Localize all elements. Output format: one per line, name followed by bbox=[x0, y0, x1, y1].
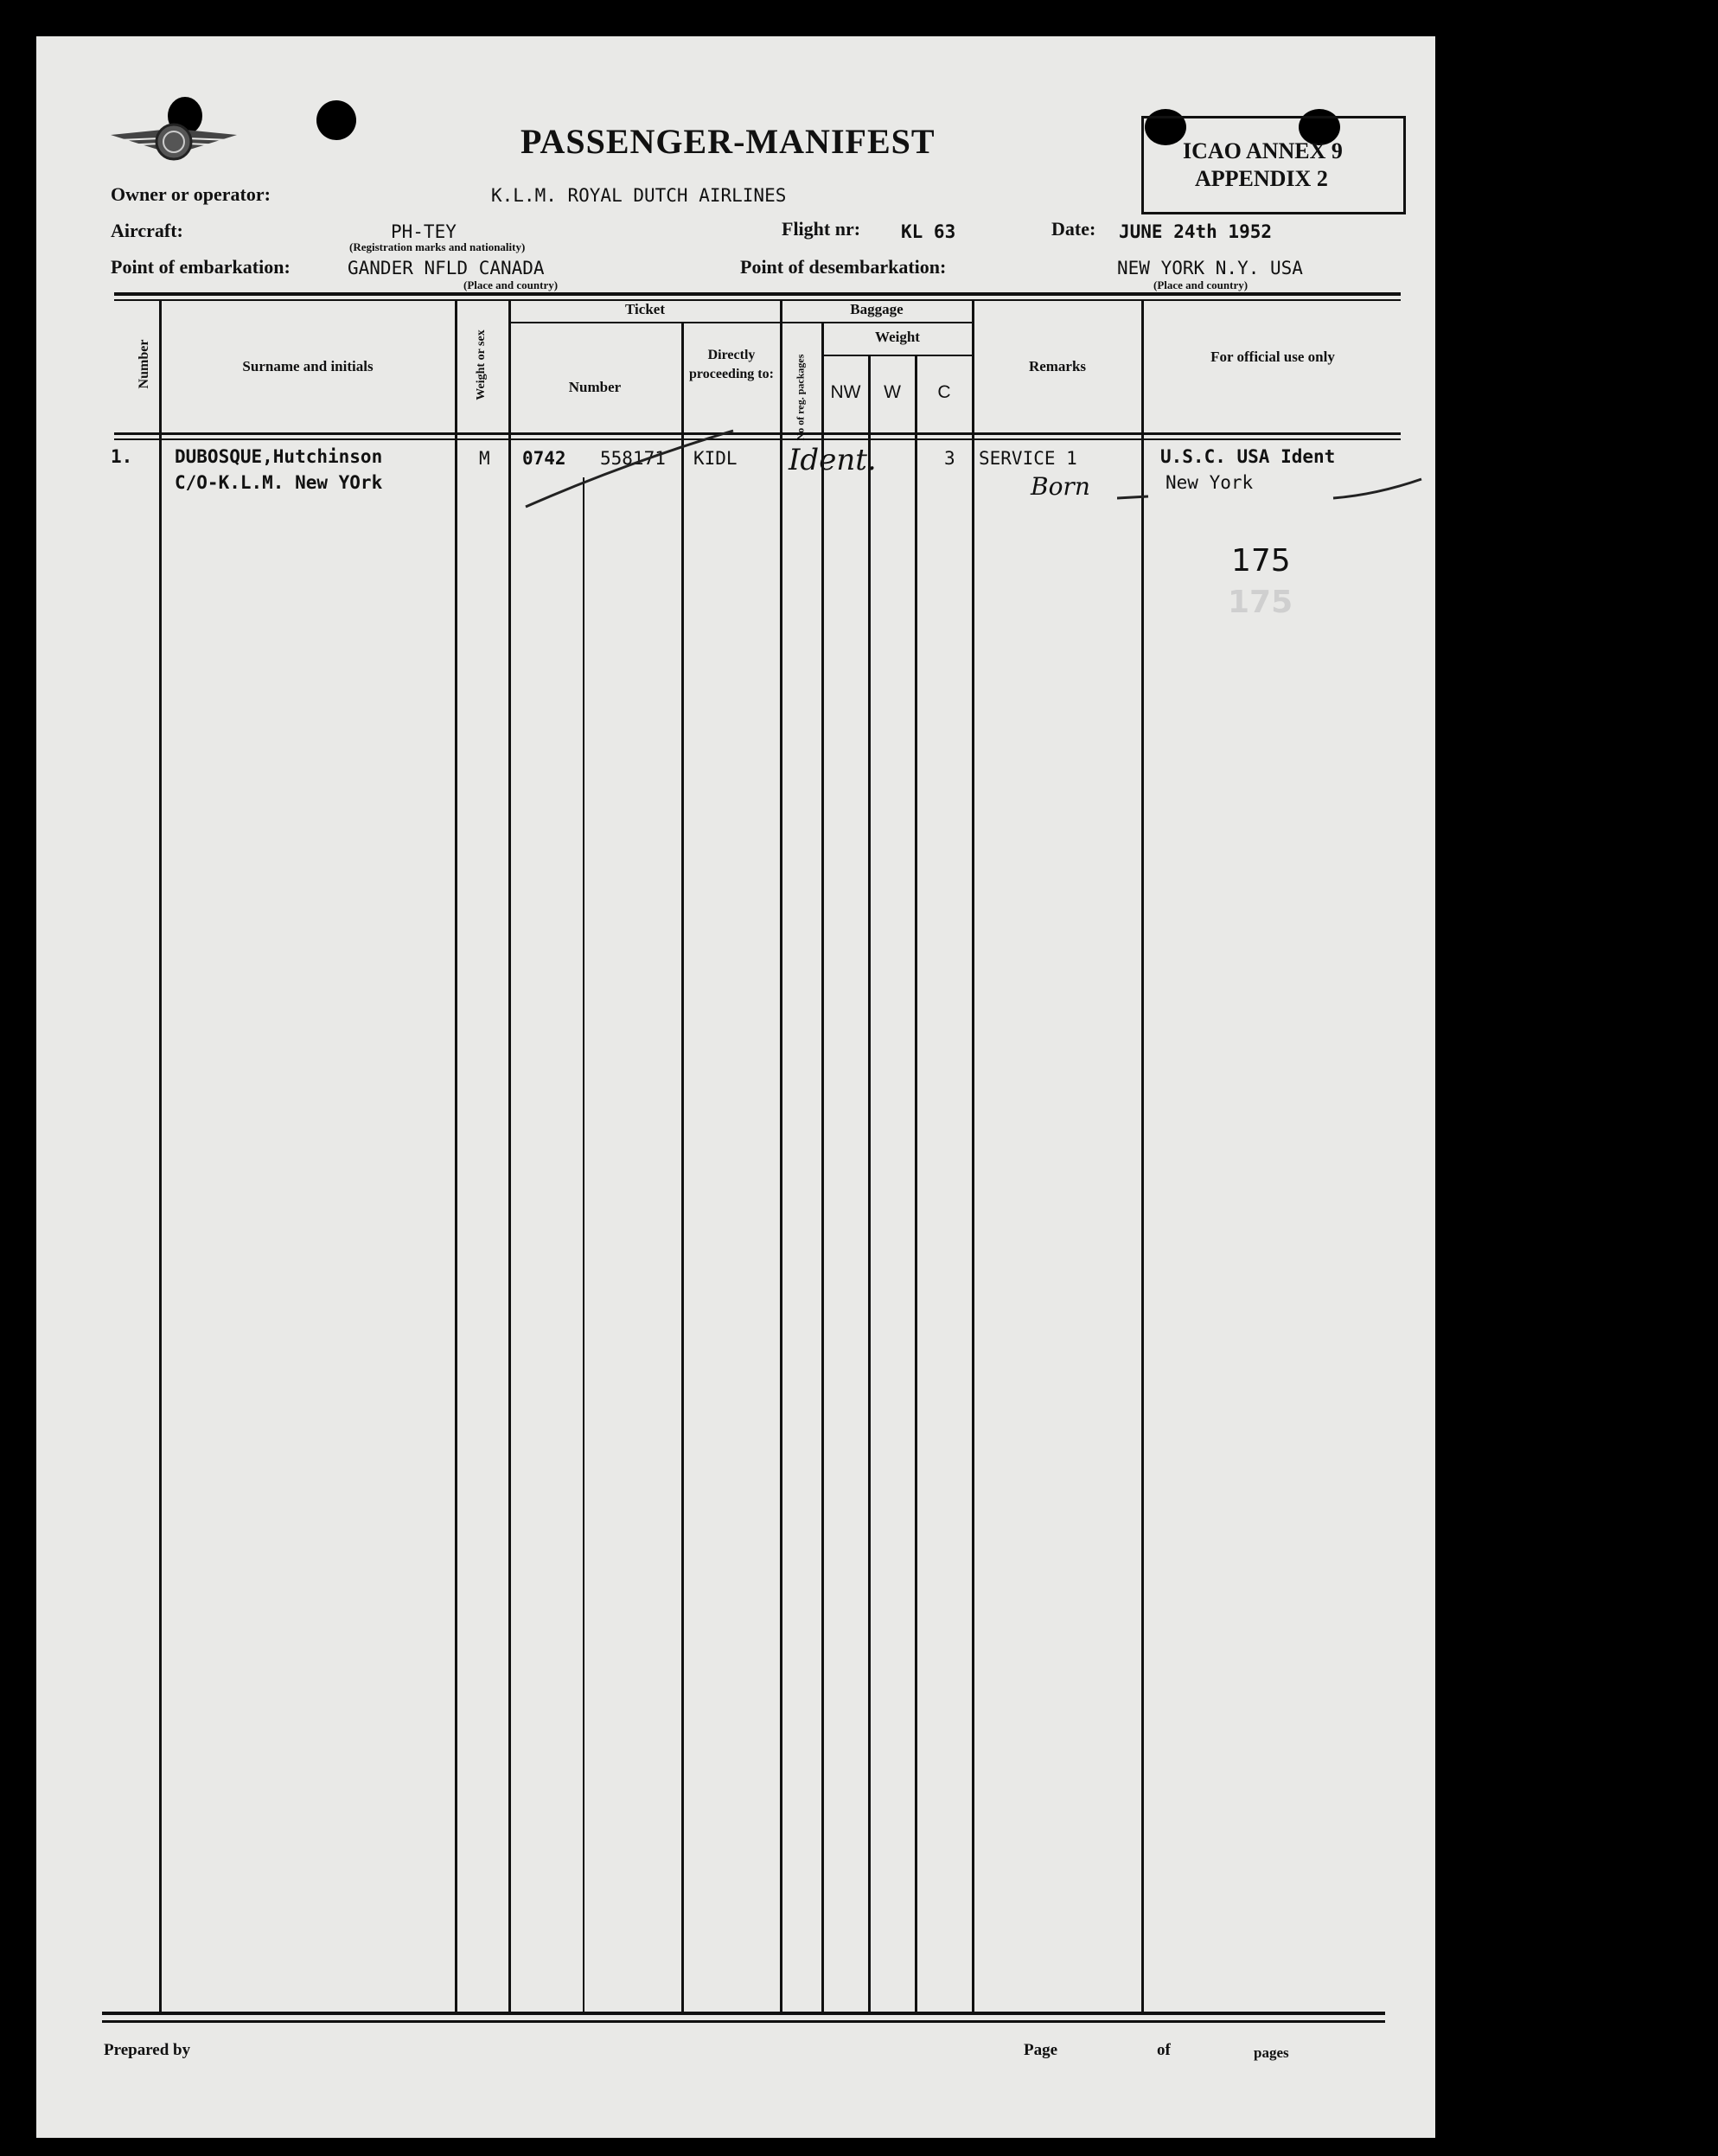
prepared-by-label: Prepared by bbox=[104, 2041, 191, 2059]
icao-line1: ICAO ANNEX 9 bbox=[1183, 138, 1343, 163]
col-nw: NW bbox=[830, 382, 861, 402]
stamp-number-faint: 175 bbox=[1228, 585, 1293, 620]
col-directly: Directly proceeding to: bbox=[689, 348, 774, 381]
col-official: For official use only bbox=[1210, 349, 1335, 365]
table-bottom-rule bbox=[102, 2012, 1385, 2015]
column-divider bbox=[972, 299, 974, 2012]
column-divider bbox=[1141, 299, 1144, 2012]
row-sex: M bbox=[479, 448, 490, 469]
col-remarks: Remarks bbox=[1028, 358, 1087, 374]
row-remarks-handwritten: Born bbox=[1031, 472, 1090, 501]
ticket-rule bbox=[508, 322, 780, 323]
col-surname: Surname and initials bbox=[242, 358, 374, 374]
column-divider bbox=[159, 299, 162, 2012]
col-weight: Weight bbox=[875, 329, 920, 345]
weight-rule bbox=[821, 355, 972, 356]
col-ticket-number: Number bbox=[568, 379, 622, 395]
table-header-rule bbox=[114, 432, 1401, 435]
owner-label: Owner or operator: bbox=[111, 183, 271, 205]
col-c: C bbox=[937, 382, 951, 402]
date-label: Date: bbox=[1051, 218, 1096, 240]
embark-value: GANDER NFLD CANADA bbox=[348, 258, 545, 278]
flight-label: Flight nr: bbox=[782, 218, 861, 240]
aircraft-sub: (Registration marks and nationality) bbox=[349, 240, 526, 253]
disembark-sub: (Place and country) bbox=[1153, 278, 1249, 291]
page-label: Page bbox=[1024, 2041, 1058, 2059]
flight-value: KL 63 bbox=[901, 221, 956, 242]
column-divider bbox=[455, 299, 457, 2012]
table-top-rule bbox=[114, 292, 1401, 296]
col-weight-sex: Weight or sex bbox=[475, 329, 488, 400]
column-divider bbox=[868, 355, 871, 2012]
col-ticket: Ticket bbox=[625, 301, 665, 317]
row-ticket-a: 0742 bbox=[522, 448, 566, 469]
column-divider bbox=[681, 322, 684, 2012]
row-remarks: SERVICE 1 bbox=[979, 448, 1077, 469]
disembark-label: Point of desembarkation: bbox=[740, 256, 947, 278]
row-proceeding: KIDL bbox=[693, 448, 738, 469]
handwritten-stroke bbox=[521, 424, 745, 519]
date-value: JUNE 24th 1952 bbox=[1119, 221, 1273, 242]
row-handwritten-ident: Ident. bbox=[789, 443, 877, 477]
of-label: of bbox=[1157, 2041, 1171, 2059]
embark-label: Point of embarkation: bbox=[111, 256, 291, 278]
row-number: 1. bbox=[111, 446, 133, 467]
col-w: W bbox=[884, 382, 901, 402]
baggage-rule bbox=[780, 322, 972, 323]
col-packages: No of reg. packages bbox=[794, 354, 807, 441]
embark-sub: (Place and country) bbox=[463, 278, 559, 291]
row-official-line1: U.S.C. USA Ident bbox=[1160, 446, 1336, 467]
pages-label: pages bbox=[1254, 2044, 1289, 2061]
column-divider bbox=[821, 322, 824, 2012]
punch-hole bbox=[316, 100, 356, 140]
aircraft-label: Aircraft: bbox=[111, 220, 183, 241]
col-baggage: Baggage bbox=[850, 301, 904, 317]
klm-logo-icon bbox=[109, 118, 239, 170]
row-official-line2: New York bbox=[1166, 472, 1254, 493]
column-divider bbox=[915, 355, 917, 2012]
disembark-value: NEW YORK N.Y. USA bbox=[1117, 258, 1303, 278]
icao-box bbox=[1141, 116, 1406, 214]
icao-line2: APPENDIX 2 bbox=[1195, 166, 1328, 191]
handwritten-stroke bbox=[1117, 460, 1428, 512]
table-bottom-rule bbox=[102, 2020, 1385, 2023]
owner-value: K.L.M. ROYAL DUTCH AIRLINES bbox=[491, 185, 787, 206]
row-baggage-count: 3 bbox=[944, 448, 955, 469]
manifest-sheet bbox=[36, 36, 1435, 2138]
row-ticket-b: 558171 bbox=[600, 448, 666, 469]
aircraft-value: PH-TEY bbox=[391, 221, 457, 242]
row-name-line1: DUBOSQUE,Hutchinson bbox=[175, 446, 383, 467]
row-name-line2: C/O-K.L.M. New YOrk bbox=[175, 472, 383, 493]
stamp-number: 175 bbox=[1231, 543, 1291, 579]
column-divider bbox=[780, 299, 782, 2012]
column-divider bbox=[583, 477, 584, 2012]
col-number: Number bbox=[137, 339, 151, 389]
page-title: PASSENGER-MANIFEST bbox=[521, 122, 936, 161]
column-divider bbox=[508, 299, 511, 2012]
table-header-rule bbox=[114, 438, 1401, 440]
